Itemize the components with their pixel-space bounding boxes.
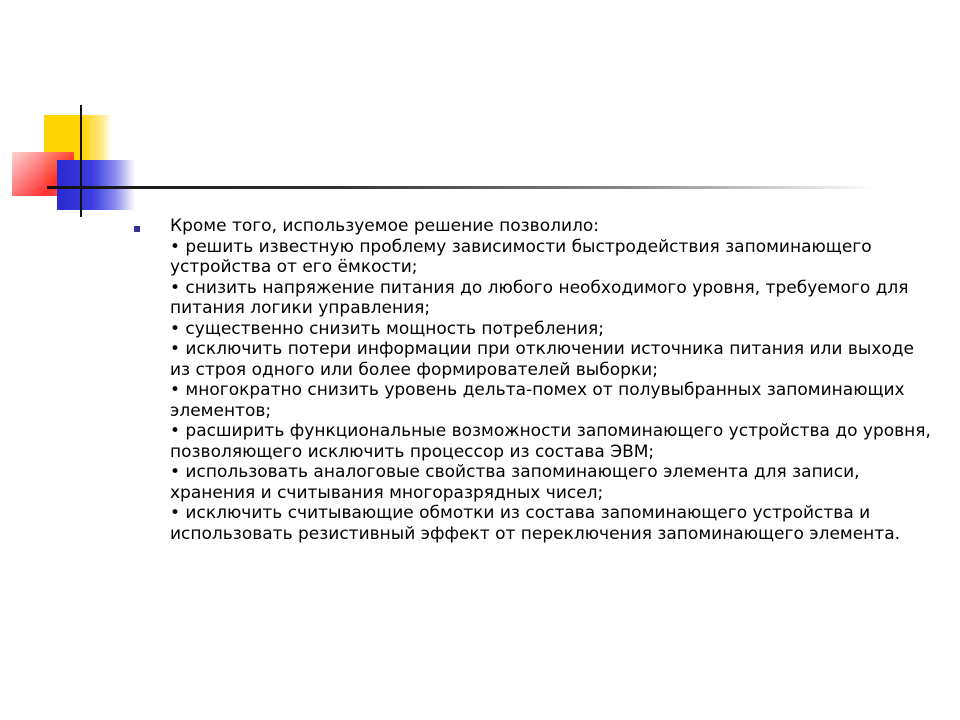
square-bullet-icon	[134, 226, 140, 232]
decor-blue-square	[57, 160, 135, 210]
decor-vertical-line	[80, 105, 82, 217]
decor-horizontal-rule	[47, 186, 877, 189]
bullet-text: Кроме того, используемое решение позволило: • решить известную проблему зависимости быстродействия запоминающего устройства от его ёмкости; • снизить напряжение питания до любого необходимого уровня, требуемого для питания логики управления; • существенно снизить мощность потребления; • исключить потери информации при отключении источника питания или выходе из строя одного или более формирователей выборки; • многократно снизить уровень дельта-помех от полувыбранных запоминающих элементов; • расширить функциональные возможности запоминающего устройства до уровня, позволяющего исключить процессор из состава ЭВМ; • использовать аналоговые свойства запоминающего элемента для записи, хранения и считывания многоразрядных чисел; • исключить считывающие обмотки из состава запоминающего устройства и использовать резистивный эффект от переключения запоминающего элемента.	[170, 216, 931, 544]
slide-body	[134, 216, 934, 544]
bullet-item	[134, 216, 934, 544]
